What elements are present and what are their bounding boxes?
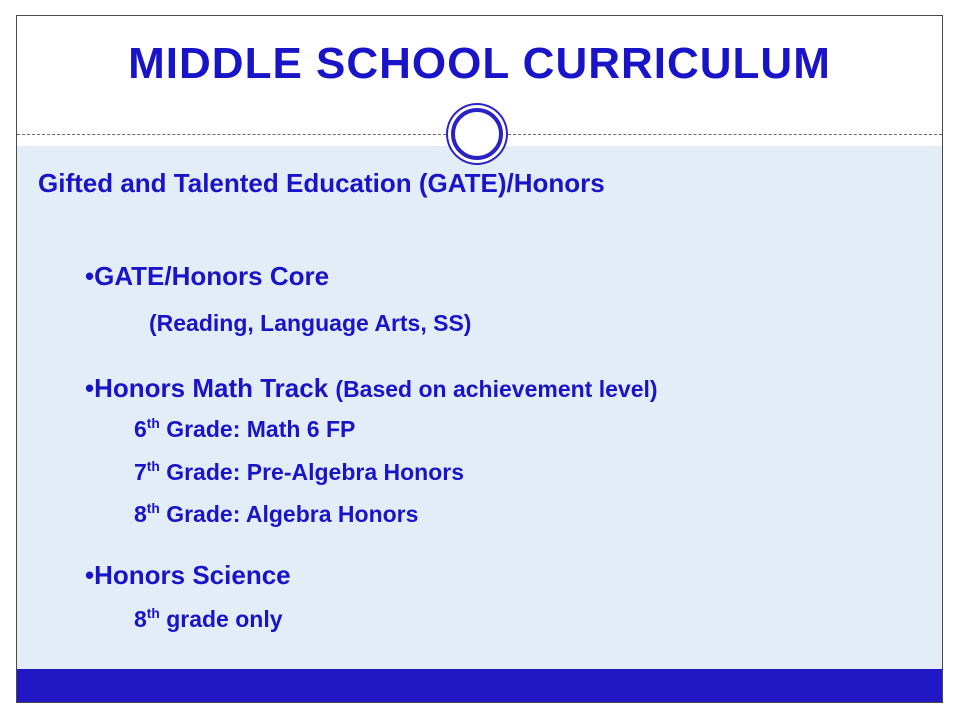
section-heading: Gifted and Talented Education (GATE)/Honors xyxy=(38,168,605,198)
slide-title: MIDDLE SCHOOL CURRICULUM xyxy=(128,39,831,88)
bullet-icon: • xyxy=(85,560,95,590)
bullet-math-track xyxy=(85,373,658,404)
bullet-gate-core xyxy=(85,261,329,292)
grade-line-6: 6th Grade: Math 6 FP xyxy=(134,416,356,442)
bullet-icon: • xyxy=(85,261,95,291)
math-label: Honors Math Track xyxy=(94,373,329,403)
bullet-science xyxy=(85,560,291,591)
content-area xyxy=(17,146,942,671)
science-note: 8th grade only xyxy=(134,606,283,632)
slide xyxy=(16,15,943,703)
footer-bar xyxy=(17,669,942,702)
core-detail: (Reading, Language Arts, SS) xyxy=(149,310,472,336)
grade-line-7: 7th Grade: Pre-Algebra Honors xyxy=(134,459,465,485)
math-detail: (Based on achievement level) xyxy=(335,376,658,402)
grade-line-8: 8th Grade: Algebra Honors xyxy=(134,501,419,527)
science-label: Honors Science xyxy=(94,560,291,590)
bullet-icon: • xyxy=(85,373,95,403)
ring-icon xyxy=(451,108,503,160)
core-label: GATE/Honors Core xyxy=(94,261,330,291)
